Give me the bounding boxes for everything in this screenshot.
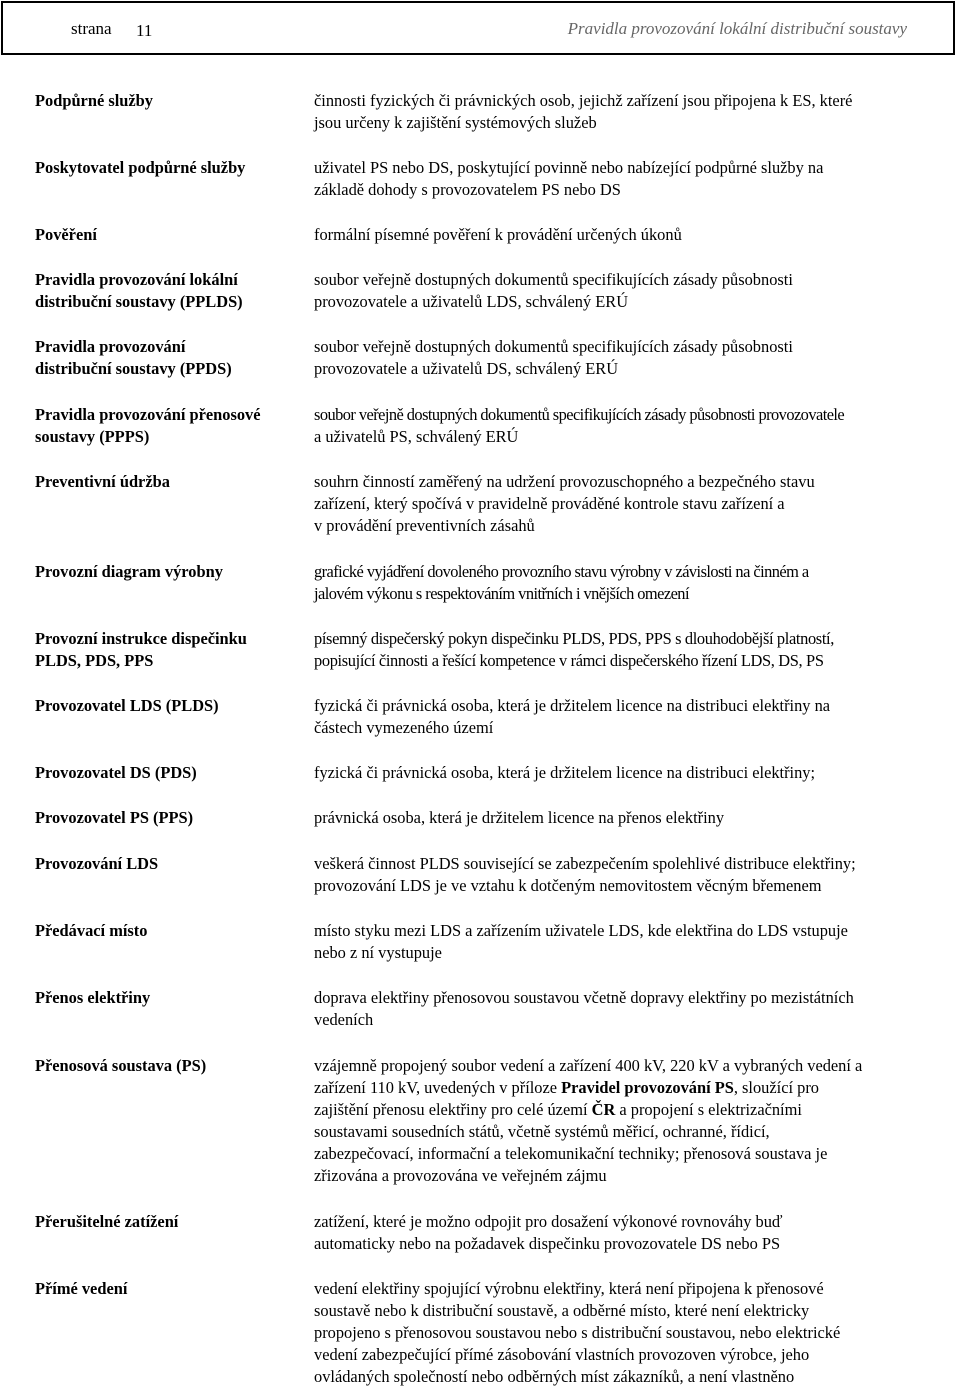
term-preventivni-udrzba: Preventivní údržba	[35, 472, 170, 491]
term-podpurne-sluzby: Podpůrné služby	[35, 91, 153, 110]
term-povereni: Pověření	[35, 225, 97, 244]
definition-provozovatel-ds: fyzická či právnická osoba, která je držitelem licence na distribuci elektřiny;	[314, 763, 816, 782]
definition-prenosova-soustava: vzájemně propojený soubor vedení a zařízení 400 kV, 220 kV a vybraných vedení a zařízení 110 kV, uvedených v příloze Pravidel provozování PS, sloužící pro zajištění přenosu elektřiny pro celé území ČR a propojení s elektrizačními soustavami sousedních států, včetně systémů měřicí, ochranné, řídicí, zabezpečovací, informační a telekomunikační techniky; přenosová soustava je zřizována a provozována ve veřejném zájmu	[314, 1056, 863, 1185]
term-provozovatel-ds: Provozovatel DS (PDS)	[35, 763, 197, 782]
page-number: 11	[136, 21, 153, 40]
definition-provozovatel-lds: fyzická či právnická osoba, která je držitelem licence na distribuci elektřiny na částech vymezeného území	[314, 696, 831, 737]
term-provozovani-lds: Provozování LDS	[35, 854, 159, 873]
definition-prenos-elektriny: doprava elektřiny přenosovou soustavou včetně dopravy elektřiny po mezistátních vedeních	[314, 988, 854, 1029]
definition-provozovatel-ps: právnická osoba, která je držitelem licence na přenos elektřiny	[314, 808, 725, 827]
term-predavaci-misto: Předávací místo	[35, 921, 148, 940]
definition-ppps: soubor veřejně dostupných dokumentů specifikujících zásady působnosti provozovatele a uživatelů PS, schválený ERÚ	[314, 405, 845, 446]
definition-provozni-diagram-vyrobny: grafické vyjádření dovoleného provozního stavu výrobny v závislosti na činném a jalovém výkonu s respektováním vnitřních i vnějších omezení	[314, 562, 809, 603]
term-pplds: Pravidla provozování lokální distribuční soustavy (PPLDS)	[35, 270, 243, 311]
term-provozni-instrukce-dispecinku: Provozní instrukce dispečinku PLDS, PDS, PPS	[35, 629, 247, 670]
document-title: Pravidla provozování lokální distribuční soustavy	[567, 19, 907, 38]
definition-prerusitelne-zatizeni: zatížení, které je možno odpojit pro dosažení výkonové rovnováhy buď automaticky nebo na požadavek dispečinku provozovatele DS nebo PS	[314, 1212, 783, 1253]
bold-country: ČR	[591, 1100, 616, 1119]
term-prerusitelne-zatizeni: Přerušitelné zatížení	[35, 1212, 179, 1231]
definition-ppds: soubor veřejně dostupných dokumentů specifikujících zásady působnosti provozovatele a uživatelů DS, schválený ERÚ	[314, 337, 793, 378]
term-provozovatel-ps: Provozovatel PS (PPS)	[35, 808, 194, 827]
definition-provozni-instrukce-dispecinku: písemný dispečerský pokyn dispečinku PLDS, PDS, PPS s dlouhodobější platností, popisující činnosti a řešící kompetence v rámci dispečerského řízení LDS, DS, PS	[314, 629, 834, 670]
term-ppds: Pravidla provozování distribuční soustavy (PPDS)	[35, 337, 232, 378]
term-provozni-diagram-vyrobny: Provozní diagram výrobny	[35, 562, 223, 581]
term-ppps: Pravidla provozování přenosové soustavy (PPPS)	[35, 405, 261, 446]
bold-reference: Pravidel provozování PS	[561, 1078, 734, 1097]
definition-pplds: soubor veřejně dostupných dokumentů specifikujících zásady působnosti provozovatele a uživatelů LDS, schválený ERÚ	[314, 270, 793, 311]
term-prime-vedeni: Přímé vedení	[35, 1279, 128, 1298]
definition-poskytovatel-podpurne-sluzby: uživatel PS nebo DS, poskytující povinně nebo nabízející podpůrné služby na základě dohody s provozovatelem PS nebo DS	[314, 158, 824, 199]
term-prenos-elektriny: Přenos elektřiny	[35, 988, 151, 1007]
page-header	[1, 1, 955, 55]
term-prenosova-soustava: Přenosová soustava (PS)	[35, 1056, 207, 1075]
page-label: strana	[71, 19, 112, 38]
definition-provozovani-lds: veškerá činnost PLDS související se zabezpečením spolehlivé distribuce elektřiny; provozování LDS je ve vztahu k dotčeným nemovitostem věcným břemenem	[314, 854, 856, 895]
definition-preventivni-udrzba: souhrn činností zaměřený na udržení provozuschopného a bezpečného stavu zařízení, který spočívá v pravidelně prováděné kontrole stavu zařízení a v provádění preventivních zásahů	[314, 472, 815, 535]
definition-predavaci-misto: místo styku mezi LDS a zařízením uživatele LDS, kde elektřina do LDS vstupuje nebo z ní vystupuje	[314, 921, 848, 962]
term-provozovatel-lds: Provozovatel LDS (PLDS)	[35, 696, 219, 715]
term-poskytovatel-podpurne-sluzby: Poskytovatel podpůrné služby	[35, 158, 246, 177]
definition-povereni: formální písemné pověření k provádění určených úkonů	[314, 225, 682, 244]
definition-podpurne-sluzby: činnosti fyzických či právnických osob, jejichž zařízení jsou připojena k ES, které jsou určeny k zajištění systémových služeb	[314, 91, 853, 132]
definition-prime-vedeni: vedení elektřiny spojující výrobnu elektřiny, která není připojena k přenosové soustavě nebo k distribuční soustavě, a odběrné místo, které není elektricky propojeno s přenosovou soustavou nebo s distribuční soustavou, nebo elektrické vedení zabezpečující přímé zásobování vlastních provozoven výrobce, jeho ovládaných společností nebo odběrných míst zákazníků, a není vlastněno	[314, 1279, 841, 1386]
